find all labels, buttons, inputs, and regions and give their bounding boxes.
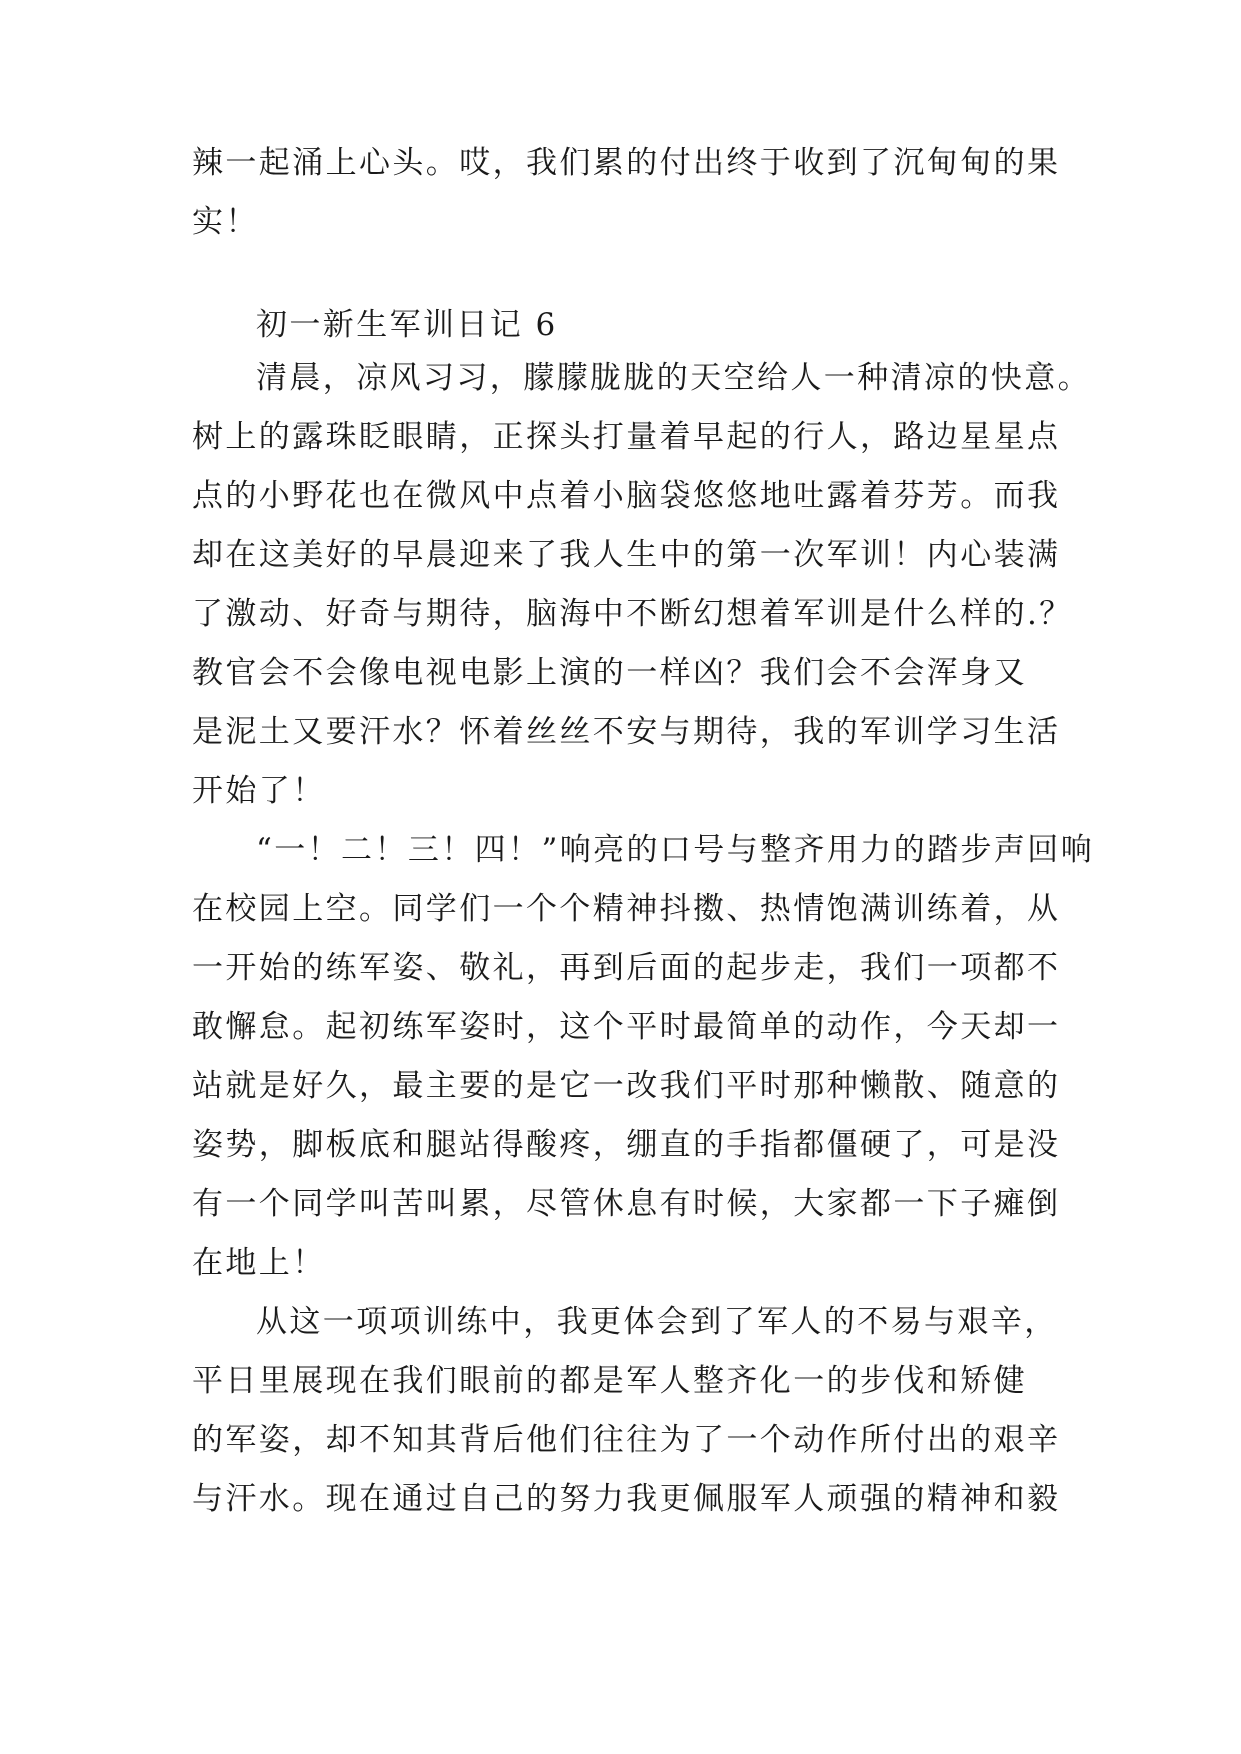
text-line: 开始了！: [192, 773, 326, 809]
paragraph-1: [192, 349, 1091, 821]
heading-text: 初一新生军训日记 6: [256, 307, 558, 343]
text-line: 清晨，凉风习习，朦朦胧胧的天空给人一种清凉的快意。: [256, 360, 1091, 396]
text-line: 树上的露珠眨眼睛，正探头打量着早起的行人，路边星星点: [192, 419, 1061, 455]
text-line: 是泥土又要汗水？怀着丝丝不安与期待，我的军训学习生活: [192, 714, 1061, 750]
text-line: 辣一起涌上心头。哎，我们累的付出终于收到了沉甸甸的果: [192, 145, 1061, 181]
text-line: 敢懈怠。起初练军姿时，这个平时最简单的动作，今天却一: [192, 1009, 1061, 1045]
text-line: 平日里展现在我们眼前的都是军人整齐化一的步伐和矫健: [192, 1363, 1027, 1399]
text-line: 一开始的练军姿、敬礼，再到后面的起步走，我们一项都不: [192, 950, 1061, 986]
text-line: 点的小野花也在微风中点着小脑袋悠悠地吐露着芬芳。而我: [192, 478, 1061, 514]
text-line: 了激动、好奇与期待，脑海中不断幻想着军训是什么样的.？: [192, 596, 1073, 632]
text-line: 的军姿，却不知其背后他们往往为了一个动作所付出的艰辛: [192, 1422, 1061, 1458]
text-line: 教官会不会像电视电影上演的一样凶？我们会不会浑身又: [192, 655, 1027, 691]
text-line: 在校园上空。同学们一个个精神抖擞、热情饱满训练着，从: [192, 891, 1061, 927]
text-line: 有一个同学叫苦叫累，尽管休息有时候，大家都一下子瘫倒: [192, 1186, 1061, 1222]
paragraph-continuation: [192, 134, 1061, 252]
paragraph-2: [192, 821, 1095, 1293]
paragraph-3: [192, 1293, 1061, 1529]
text-line: 却在这美好的早晨迎来了我人生中的第一次军训！内心装满: [192, 537, 1061, 573]
text-line: 从这一项项训练中，我更体会到了军人的不易与艰辛，: [256, 1304, 1058, 1340]
diary-heading: [192, 296, 1052, 355]
text-line: 姿势，脚板底和腿站得酸疼，绷直的手指都僵硬了，可是没: [192, 1127, 1061, 1163]
text-line: 站就是好久，最主要的是它一改我们平时那种懒散、随意的: [192, 1068, 1061, 1104]
text-line: 在地上！: [192, 1245, 326, 1281]
text-line: 实！: [192, 204, 259, 240]
text-line: “一！二！三！四！”响亮的口号与整齐用力的踏步声回响: [256, 832, 1095, 868]
text-line: 与汗水。现在通过自己的努力我更佩服军人顽强的精神和毅: [192, 1481, 1061, 1517]
